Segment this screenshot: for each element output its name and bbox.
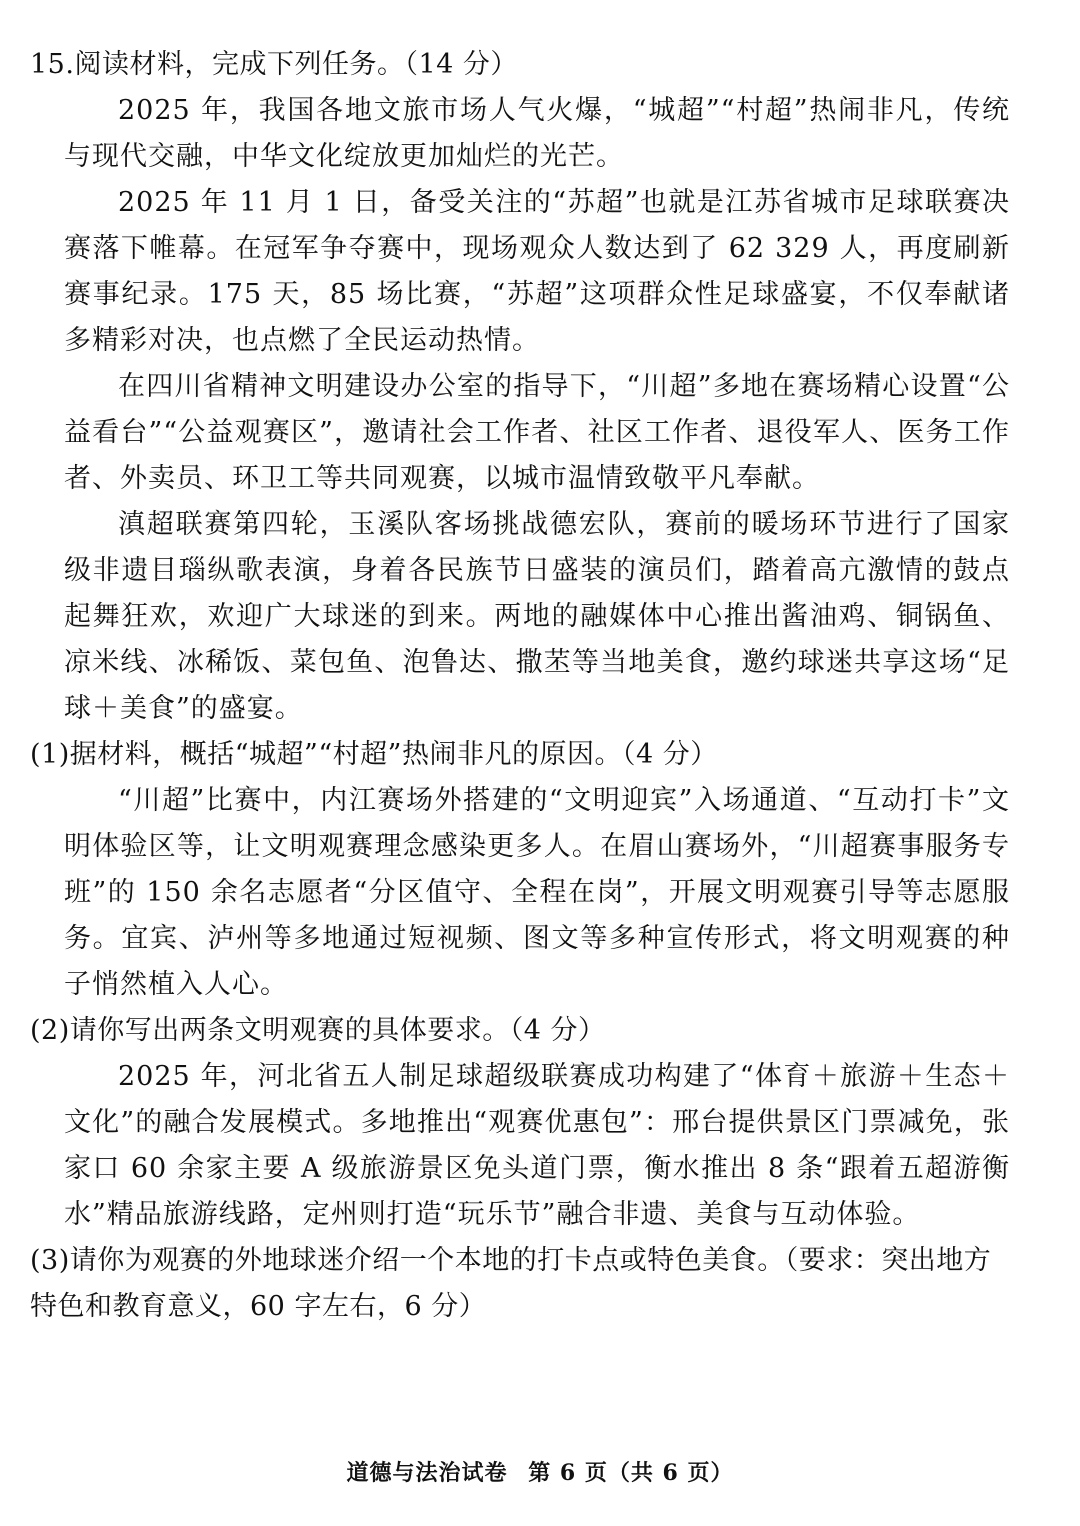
material-paragraph-4: 滇超联赛第四轮，玉溪队客场挑战德宏队，赛前的暖场环节进行了国家级非遗目瑙纵歌表演，身着各民族节日盛装的演员们，踏着高亢激情的鼓点起舞狂欢，欢迎广大球迷的到来。两地的融媒体中心推出酱油鸡、铜锅鱼、凉米线、冰稀饭、菜包鱼、泡鲁达、撒苤等当地美食，邀约球迷共享这场“足球＋美食”的盛宴。	[64, 509, 1010, 724]
page-footer	[0, 1456, 1080, 1487]
question-title: 阅读材料，完成下列任务。（14 分）	[74, 49, 518, 80]
material-paragraph-5: “川超”比赛中，内江赛场外搭建的“文明迎宾”入场通道、“互动打卡”文明体验区等，让文明观赛理念感染更多人。在眉山赛场外，“川超赛事服务专班”的 150 余名志愿者“分区值守、全程在岗”，开展文明观赛引导等志愿服务。宜宾、泸州等多地通过短视频、图文等多种宣传形式，将文明观赛的种子悄然植入人心。	[64, 785, 1010, 1000]
material-paragraph-1: 2025 年，我国各地文旅市场人气火爆，“城超”“村超”热闹非凡，传统与现代交融，中华文化绽放更加灿烂的光芒。	[64, 95, 1010, 172]
task-2: (2)请你写出两条文明观赛的具体要求。（4 分）	[30, 1015, 606, 1046]
question-block	[30, 42, 1010, 1330]
task-3: (3)请你为观赛的外地球迷介绍一个本地的打卡点或特色美食。（要求：突出地方特色和教育意义，60 字左右，6 分）	[30, 1245, 992, 1322]
footer-page-number: 第 6 页（共 6 页）	[528, 1460, 734, 1486]
footer-subject: 道德与法治试卷	[346, 1460, 508, 1486]
material-paragraph-3: 在四川省精神文明建设办公室的指导下，“川超”多地在赛场精心设置“公益看台”“公益观赛区”，邀请社会工作者、社区工作者、退役军人、医务工作者、外卖员、环卫工等共同观赛，以城市温情致敬平凡奉献。	[64, 371, 1010, 494]
question-number: 15.	[30, 49, 75, 80]
task-1: (1)据材料，概括“城超”“村超”热闹非凡的原因。（4 分）	[30, 739, 718, 770]
material-paragraph-6: 2025 年，河北省五人制足球超级联赛成功构建了“体育＋旅游＋生态＋文化”的融合发展模式。多地推出“观赛优惠包”：邢台提供景区门票减免，张家口 60 余家主要 A 级旅游景区免头道门票，衡水推出 8 条“跟着五超游衡水”精品旅游线路，定州则打造“玩乐节”融合非遗、美食与互动体验。	[64, 1061, 1010, 1230]
question-header	[30, 42, 1010, 88]
material-paragraph-2: 2025 年 11 月 1 日，备受关注的“苏超”也就是江苏省城市足球联赛决赛落下帷幕。在冠军争夺赛中，现场观众人数达到了 62 329 人，再度刷新赛事纪录。175 天，85 场比赛，“苏超”这项群众性足球盛宴，不仅奉献诸多精彩对决，也点燃了全民运动热情。	[64, 187, 1010, 356]
